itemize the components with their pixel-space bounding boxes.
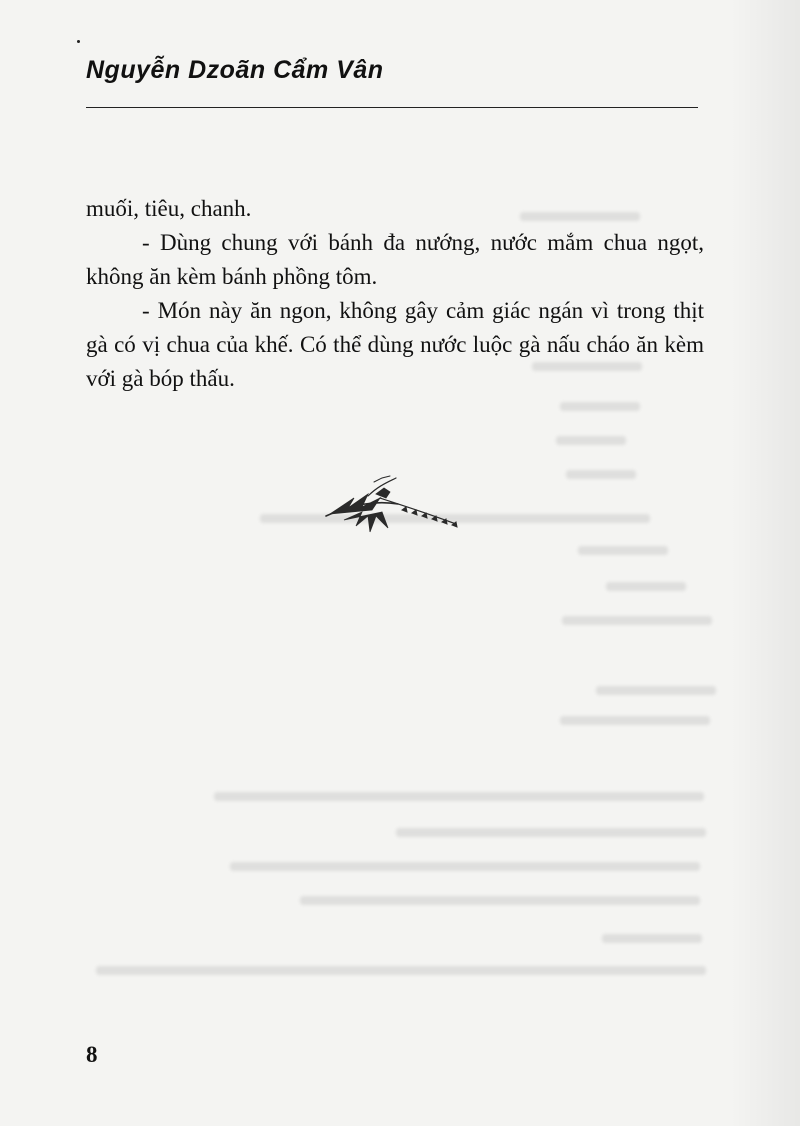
paragraph: - Món này ăn ngon, không gây cảm giác ngán vì trong thịt gà có vị chua của khế. Có thể dùng nước luộc gà nấu cháo ăn kèm với gà bóp thấu. xyxy=(86,298,704,391)
paragraph: - Dùng chung với bánh đa nướng, nước mắm chua ngọt, không ăn kèm bánh phồng tôm. xyxy=(86,230,704,289)
running-header-author: Nguyễn Dzoãn Cẩm Vân xyxy=(86,56,384,84)
main-text xyxy=(86,192,704,396)
leaf-sprig-ornament-icon xyxy=(318,474,463,536)
page-number: 8 xyxy=(86,1042,98,1067)
header-rule xyxy=(86,107,698,108)
print-speck xyxy=(77,40,80,43)
paragraph: muối, tiêu, chanh. xyxy=(86,196,252,221)
page-edge-shadow xyxy=(730,0,800,1126)
